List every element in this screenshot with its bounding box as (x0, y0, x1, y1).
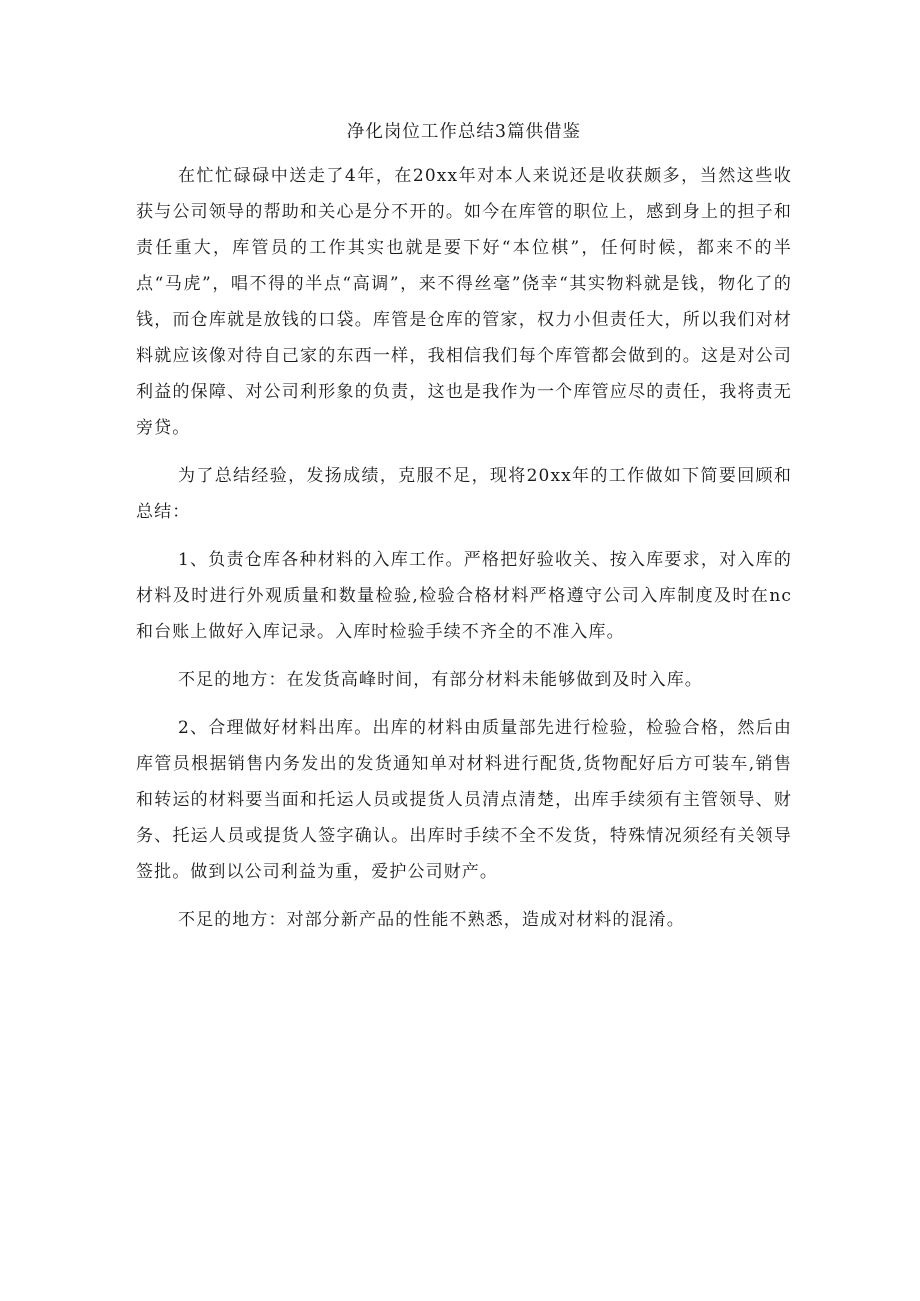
document-body (136, 118, 792, 950)
paragraph-shortcoming-1: 不足的地方：在发货高峰时间，有部分材料未能够做到及时入库。 (178, 670, 703, 690)
paragraph-shortcoming-2: 不足的地方：对部分新产品的性能不熟悉，造成对材料的混淆。 (178, 910, 685, 930)
paragraph-item-1: 1、负责仓库各种材料的入库工作。严格把好验收关、按入库要求，对入库的材料及时进行外观质量和数量检验,检验合格材料严格遵守公司入库制度及时在nc和台账上做好入库记录。入库时检验手续不齐全的不准入库。 (136, 550, 792, 642)
paragraph-intro: 在忙忙碌碌中送走了4年，在20xx年对本人来说还是收获颇多，当然这些收获与公司领导的帮助和关心是分不开的。如今在库管的职位上，感到身上的担子和责任重大，库管员的工作其实也就是要下好“本位棋”，任何时候，都来不的半点“马虎”，唱不得的半点“高调”，来不得丝毫”侥幸“其实物料就是钱，物化了的钱，而仓库就是放钱的口袋。库管是仓库的管家，权力小但责任大，所以我们对材料就应该像对待自己家的东西一样，我相信我们每个库管都会做到的。这是对公司利益的保障、对公司利形象的负责，这也是我作为一个库管应尽的责任，我将责无旁贷。 (136, 166, 792, 438)
document-title: 净化岗位工作总结3篇供借鉴 (346, 122, 582, 142)
paragraph-item-2: 2、合理做好材料出库。出库的材料由质量部先进行检验，检验合格，然后由库管员根据销售内务发出的发货通知单对材料进行配货,货物配好后方可装车,销售和转运的材料要当面和托运人员或提货人员清点清楚，出库手续须有主管领导、财务、托运人员或提货人签字确认。出库时手续不全不发货，特殊情况须经有关领导签批。做到以公司利益为重，爱护公司财产。 (136, 718, 792, 882)
paragraph-summary-lead: 为了总结经验，发扬成绩，克服不足，现将20xx年的工作做如下简要回顾和总结： (136, 466, 792, 522)
